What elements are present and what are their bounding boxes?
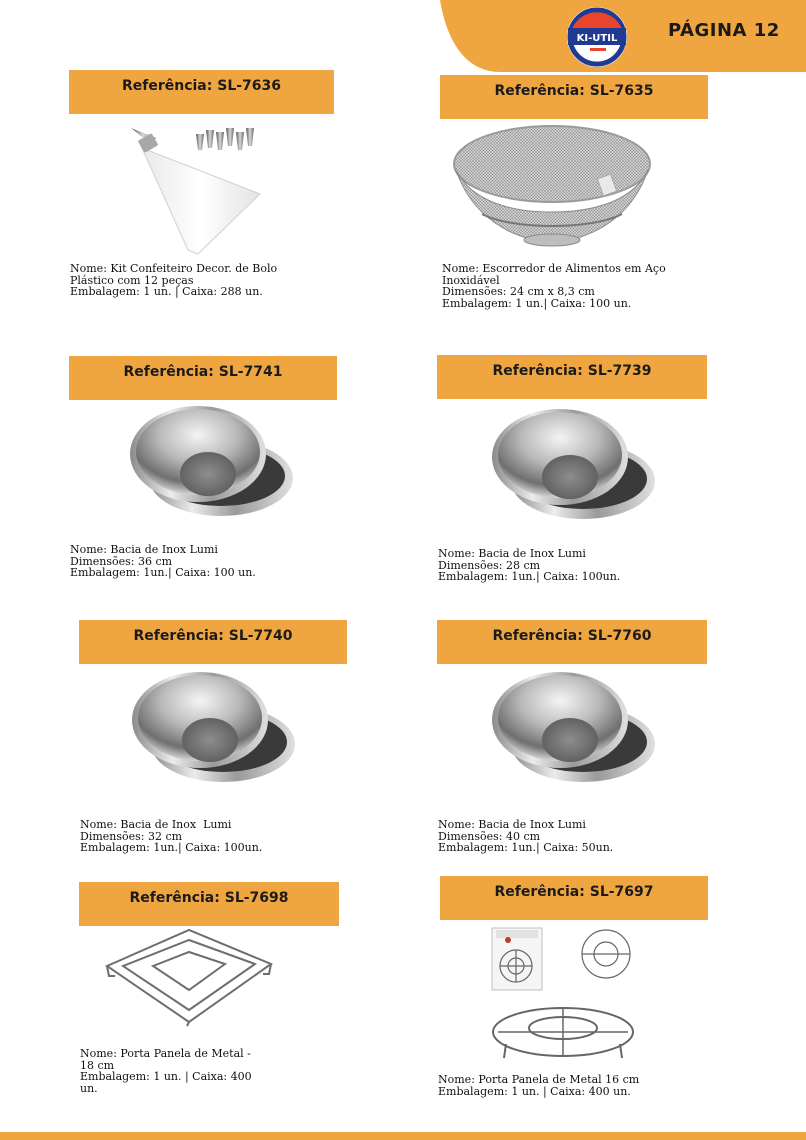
desc-line: Embalagem: 1un.| Caixa: 50un. (438, 841, 614, 854)
page-number: PÁGINA 12 (668, 20, 780, 41)
steel-bowl-image (128, 668, 298, 794)
reference-label: Referência: SL-7740 (133, 628, 293, 644)
reference-label: Referência: SL-7739 (492, 363, 652, 379)
reference-banner (69, 356, 337, 400)
reference-label: Referência: SL-7741 (123, 364, 283, 380)
product-description (438, 1074, 639, 1097)
reference-banner (69, 70, 334, 114)
steel-bowl-image (488, 405, 658, 531)
desc-line: Nome: Porta Panela de Metal 16 cm (438, 1073, 640, 1086)
desc-line: Nome: Bacia de Inox Lumi (70, 543, 218, 556)
round-wire-trivet-image (488, 924, 638, 1064)
reference-banner (440, 75, 708, 119)
reference-label: Referência: SL-7698 (129, 890, 289, 906)
desc-line: Nome: Bacia de Inox Lumi (80, 818, 232, 831)
desc-line: Nome: Porta Panela de Metal - (80, 1047, 251, 1060)
desc-line: Dimensões: 32 cm (80, 829, 183, 843)
product-description (80, 1048, 252, 1094)
reference-label: Referência: SL-7635 (494, 83, 654, 99)
desc-line: Embalagem: 1un.| Caixa: 100 un. (70, 566, 256, 579)
reference-banner (79, 620, 347, 664)
desc-line: Embalagem: 1un.| Caixa: 100un. (438, 570, 621, 583)
product-description (70, 263, 277, 298)
steel-bowl-image (126, 402, 296, 528)
desc-line: Dimensões: 24 cm x 8,3 cm (442, 285, 595, 298)
desc-line: Plástico com 12 peças (70, 273, 194, 287)
desc-line: Embalagem: 1 un.| Caixa: 100 un. (442, 296, 632, 310)
desc-line: Dimensões: 28 cm (438, 558, 541, 572)
desc-line: Nome: Bacia de Inox Lumi (438, 547, 586, 560)
product-description (70, 544, 256, 579)
logo-text: KI-UTIL (576, 33, 618, 44)
product-description (438, 548, 620, 583)
desc-line: Nome: Escorredor de Alimentos em Aço (442, 262, 666, 275)
mesh-strainer-image (452, 122, 652, 250)
steel-bowl-image (488, 668, 658, 794)
desc-line: Embalagem: 1 un. | Caixa: 288 un. (70, 285, 263, 298)
reference-banner (79, 882, 339, 926)
product-description (80, 819, 262, 854)
reference-label: Referência: SL-7697 (494, 884, 654, 900)
reference-banner (440, 876, 708, 920)
desc-line: un. (80, 1081, 98, 1095)
desc-line: 18 cm (80, 1058, 115, 1072)
desc-line: Embalagem: 1 un. | Caixa: 400 un. (438, 1084, 631, 1098)
product-description (442, 263, 666, 309)
reference-banner (437, 355, 707, 399)
desc-line: Nome: Kit Confeiteiro Decor. de Bolo (70, 262, 278, 275)
desc-line: Embalagem: 1un.| Caixa: 100un. (80, 841, 263, 854)
reference-label: Referência: SL-7636 (121, 78, 282, 94)
desc-line: Dimensões: 36 cm (70, 554, 173, 568)
footer-band (0, 1132, 806, 1140)
desc-line: Embalagem: 1 un. | Caixa: 400 (80, 1070, 252, 1083)
desc-line: Dimensões: 40 cm (438, 829, 541, 843)
reference-label: Referência: SL-7760 (492, 628, 652, 644)
ki-util-logo (562, 4, 632, 70)
reference-banner (437, 620, 707, 664)
product-description (438, 819, 613, 854)
desc-line: Inoxidável (442, 273, 500, 287)
piping-bag-kit-image (126, 120, 266, 258)
desc-line: Nome: Bacia de Inox Lumi (438, 818, 586, 831)
square-wire-trivet-image (103, 926, 275, 1028)
